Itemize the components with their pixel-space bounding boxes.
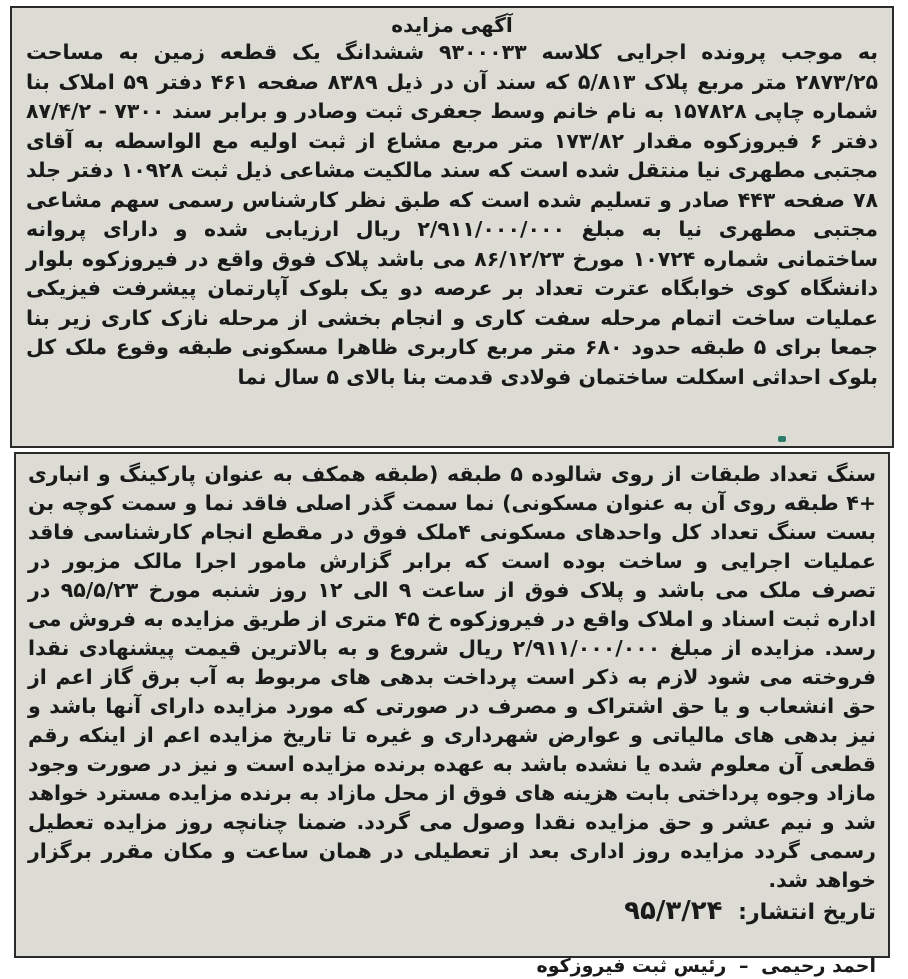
notice-clipping-top (10, 6, 894, 448)
signature-separator: – (738, 955, 749, 977)
notice-body-part1: به موجب پرونده اجرایی کلاسه ۹۳۰۰۰۳۳ ششدانگ یک قطعه زمین به مساحت ۲۸۷۳/۲۵ متر مربع پلاک ۵/۸۱۳ که سند آن در ذیل ۸۳۸۹ صفحه ۴۶۱ دفتر ۵۹ املاک بنا شماره چاپی ۱۵۷۸۲۸ به نام خانم وسط جعفری ثبت وصادر و برابر سند ۷۳۰۰ - ۸۷/۴/۲ دفتر ۶ فیروزکوه مقدار ۱۷۳/۸۲ متر مربع مشاع از ثبت اولیه مع الواسطه به آقای مجتبی مطهری نیا منتقل شده است که سند مالکیت مشاعی ذیل ثبت ۱۰۹۲۸ دفتر جلد ۷۸ صفحه ۴۴۳ صادر و تسلیم شده است که طبق نظر کارشناس رسمی سهم مشاعی مجتبی مطهری نیا به مبلغ ۲/۹۱۱/۰۰۰/۰۰۰ ریال ارزیابی شده و دارای پروانه ساختمانی شماره ۱۰۷۲۴ مورخ ۸۶/۱۲/۲۳ می باشد پلاک فوق واقع در فیروزکوه بلوار دانشگاه کوی خوابگاه عترت تعداد بر عرصه دو یک بلوک آپارتمان پیشرفت فیزیکی عملیات ساخت اتمام مرحله سفت کاری و انجام بخشی از مرحله نازک کاری زیر بنا جمعا برای ۵ طبقه حدود ۶۸۰ متر مربع کاربری ظاهرا مسکونی طبقه وقوع ملک کل بلوک احداثی اسکلت ساختمان فولادی قدمت بنا بالای ۵ سال نما (26, 40, 879, 389)
signature (28, 953, 876, 979)
ink-speck (778, 436, 786, 442)
publish-date-label: تاریخ انتشار: (738, 900, 876, 925)
signature-name: احمد رحیمی (761, 955, 876, 977)
signature-title: رئیس ثبت فیروزکوه (536, 955, 727, 977)
notice-clipping-bottom (14, 452, 890, 977)
notice-body-part2: سنگ تعداد طبقات از روی شالوده ۵ طبقه (طبقه همکف به عنوان پارکینگ و انباری +۴ طبقه روی آن به عنوان مسکونی) نما سمت گذر اصلی فاقد نما و سمت کوچه بن بست سنگ تعداد کل واحدهای مسکونی ۴ملک فوق در مقطع انجام کارشناسی فاقد عملیات اجرایی و ساخت بوده است که برابر گزارش مامور اجرا مالک مزبور در تصرف ملک می باشد و پلاک فوق از ساعت ۹ الی ۱۲ روز شنبه مورخ ۹۵/۵/۲۳ در اداره ثبت اسناد و املاک واقع در فیروزکوه خ ۴۵ متری از طریق مزایده به فروش می رسد. مزایده از مبلغ ۲/۹۱۱/۰۰۰/۰۰۰ ریال شروع و به بالاترین قیمت پیشنهادی نقدا فروخته می شود لازم به ذکر است پرداخت بدهی های مربوط به آب برق گاز اعم از حق انشعاب و یا حق اشتراک و مصرف در صورتی که مورد مزایده دارای آنها باشد و نیز بدهی های مالیاتی و عوارض شهرداری و غیره تا تاریخ مزایده اعم از اینکه رقم قطعی آن معلوم شده یا نشده باشد به عهده برنده مزایده است و نیز در صورت وجود مازاد وجوه پرداختی بابت هزینه های فوق از محل مازاد به برنده مزایده مسترد خواهد شد و نیم عشر و حق مزایده نقدا وصول می گردد. ضمنا چنانچه روز مزایده تعطیل رسمی گردد مزایده روز اداری بعد از تعطیلی در همان ساعت و مکان مقرر برگزار خواهد شد. (28, 462, 876, 892)
publish-date (28, 897, 876, 927)
publish-date-value: ۹۵/۳/۲۴ (624, 896, 723, 926)
notice-title: آگهی مزایده (391, 13, 513, 37)
